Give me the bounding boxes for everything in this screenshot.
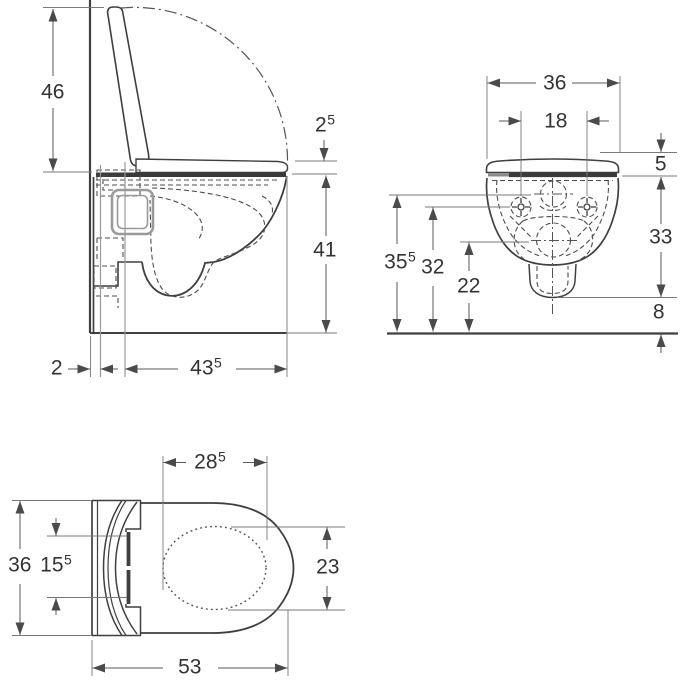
front-view-linework	[387, 159, 678, 334]
seat-back-arc-outer	[104, 501, 123, 636]
seat-back-arc-inner	[116, 502, 138, 634]
dim-top-back-width: 36	[8, 553, 32, 577]
bowl-underside	[142, 176, 287, 296]
toilet-seat-profile	[136, 159, 288, 173]
dim-side-seat-front-thickness: $2^5$	[315, 111, 335, 137]
dim-side-bowl-depth: $43^5$	[190, 354, 222, 380]
dim-front-body-height: 33	[649, 225, 673, 249]
side-view-linework	[90, 0, 288, 380]
side-view-dimensions	[43, 8, 337, 378]
top-view-linework	[92, 500, 294, 636]
seat-opening-dotted	[163, 527, 266, 610]
dim-front-inlet-height: $35^5$	[384, 248, 416, 274]
dim-top-seat-opening-length: $28^5$	[194, 448, 226, 474]
dim-front-bolt-height: 32	[421, 255, 445, 279]
dim-front-floor-clearance: 8	[652, 300, 665, 324]
dim-side-wall-offset: 2	[50, 356, 63, 380]
seat-front	[487, 159, 619, 173]
dim-front-seat-thickness: 5	[654, 152, 667, 176]
side-extension-pass-lines	[101, 162, 288, 380]
dim-front-bolt-spacing: 18	[544, 109, 568, 133]
toilet-lid-open	[108, 7, 149, 166]
front-view-dimensions	[389, 76, 677, 353]
flush-connector-inner	[118, 196, 148, 229]
dim-side-open-lid-height: 46	[41, 80, 65, 104]
dim-front-body-width: 36	[543, 71, 567, 95]
dim-top-total-depth: 53	[178, 655, 202, 679]
dim-side-body-height: 41	[313, 238, 337, 262]
dim-top-seat-opening-width: 23	[316, 555, 340, 579]
dim-top-hinge-spacing: $15^5$	[40, 551, 72, 577]
dim-front-outlet-height: 22	[457, 274, 481, 298]
